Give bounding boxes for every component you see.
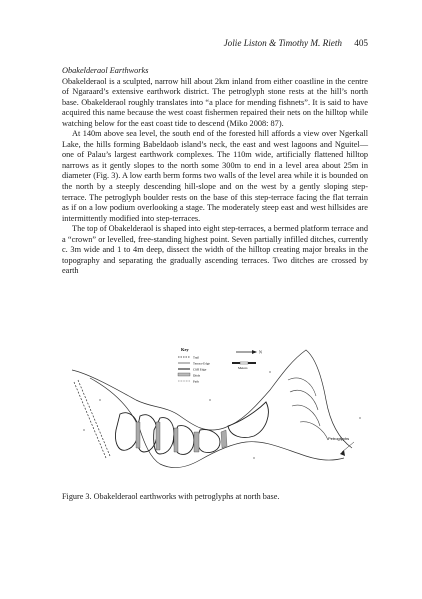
hill-outline xyxy=(72,350,352,467)
map-key-item: Trail xyxy=(193,355,200,360)
ditches xyxy=(136,422,227,452)
map-key-item: Path xyxy=(193,379,199,384)
scale-bar xyxy=(232,362,256,370)
running-header xyxy=(62,38,368,52)
figure-3-map xyxy=(60,330,370,482)
earthworks-map-drawing xyxy=(60,330,370,482)
paragraph-1: Obakelderaol is a sculpted, narrow hill about 2km inland from either coastline in the centre of Ngaraard’s extensive earthwork district. The petroglyph stone rests at the hill’s north base. Obakelderaol roughly translates into “a place for mending fishnets”. It is said to have acquired this name because the west coast fishermen repaired their nets on the hilltop while watching below for the east coast tide to descend (Miko 2008: 87). xyxy=(62,76,368,128)
east-slope-terraces xyxy=(288,378,328,440)
scale-label: Meters xyxy=(238,366,248,370)
map-key-title: Key xyxy=(181,347,189,352)
article-body xyxy=(62,66,368,277)
running-header-authors: Jolie Liston & Timothy M. Rieth xyxy=(223,38,342,48)
paragraph-3: The top of Obakelderaol is shaped into eight step-terraces, a bermed platform terrace and a “crown” or levelled, free-standing highest point. Seven partially infilled ditches, currently c. 3m wide and 1 to 4m deep, dissect the width of the hilltop creating major breaks in the topography and separating the gradually ascending terraces. Two ditches are crossed by earth xyxy=(62,224,368,276)
north-arrow-icon xyxy=(236,350,262,355)
figure-caption: Figure 3. Obakelderaol earthworks with petroglyphs at north base. xyxy=(62,492,280,501)
north-label: N xyxy=(259,349,262,355)
page-number: 405 xyxy=(354,38,368,48)
petroglyph-marker xyxy=(328,436,354,456)
petroglyphs-label: Petroglyphs xyxy=(328,436,350,441)
map-key-item: Terrace Edge xyxy=(193,361,210,366)
map-key xyxy=(178,347,210,384)
section-heading: Obakelderaol Earthworks xyxy=(62,66,149,75)
map-key-item: Cliff Edge xyxy=(193,367,207,372)
paragraph-2: At 140m above sea level, the south end of the forested hill affords a view over Ngerkall Lake, the hills forming Babeldaob island’s neck, the east and west lagoons and Nguitel—one of Palau’s largest earthwork complexes. The 110m wide, artificially flattened hilltop narrows as it gently slopes to the north some 300m to end in a level area about 25m in diameter (Fig. 3). A low earth berm forms two walls of the level area while it is bounded on the north by a steeply descending hill-slope and on the west by a gently sloping step-terrace. The petroglyph boulder rests on the base of this step-terrace facing the flat terrain as if on a low podium overlooking a stage. The moderately steep east and west hillsides are intermittently modified into step-terraces. xyxy=(62,129,368,223)
map-key-item: Ditch xyxy=(193,373,201,378)
